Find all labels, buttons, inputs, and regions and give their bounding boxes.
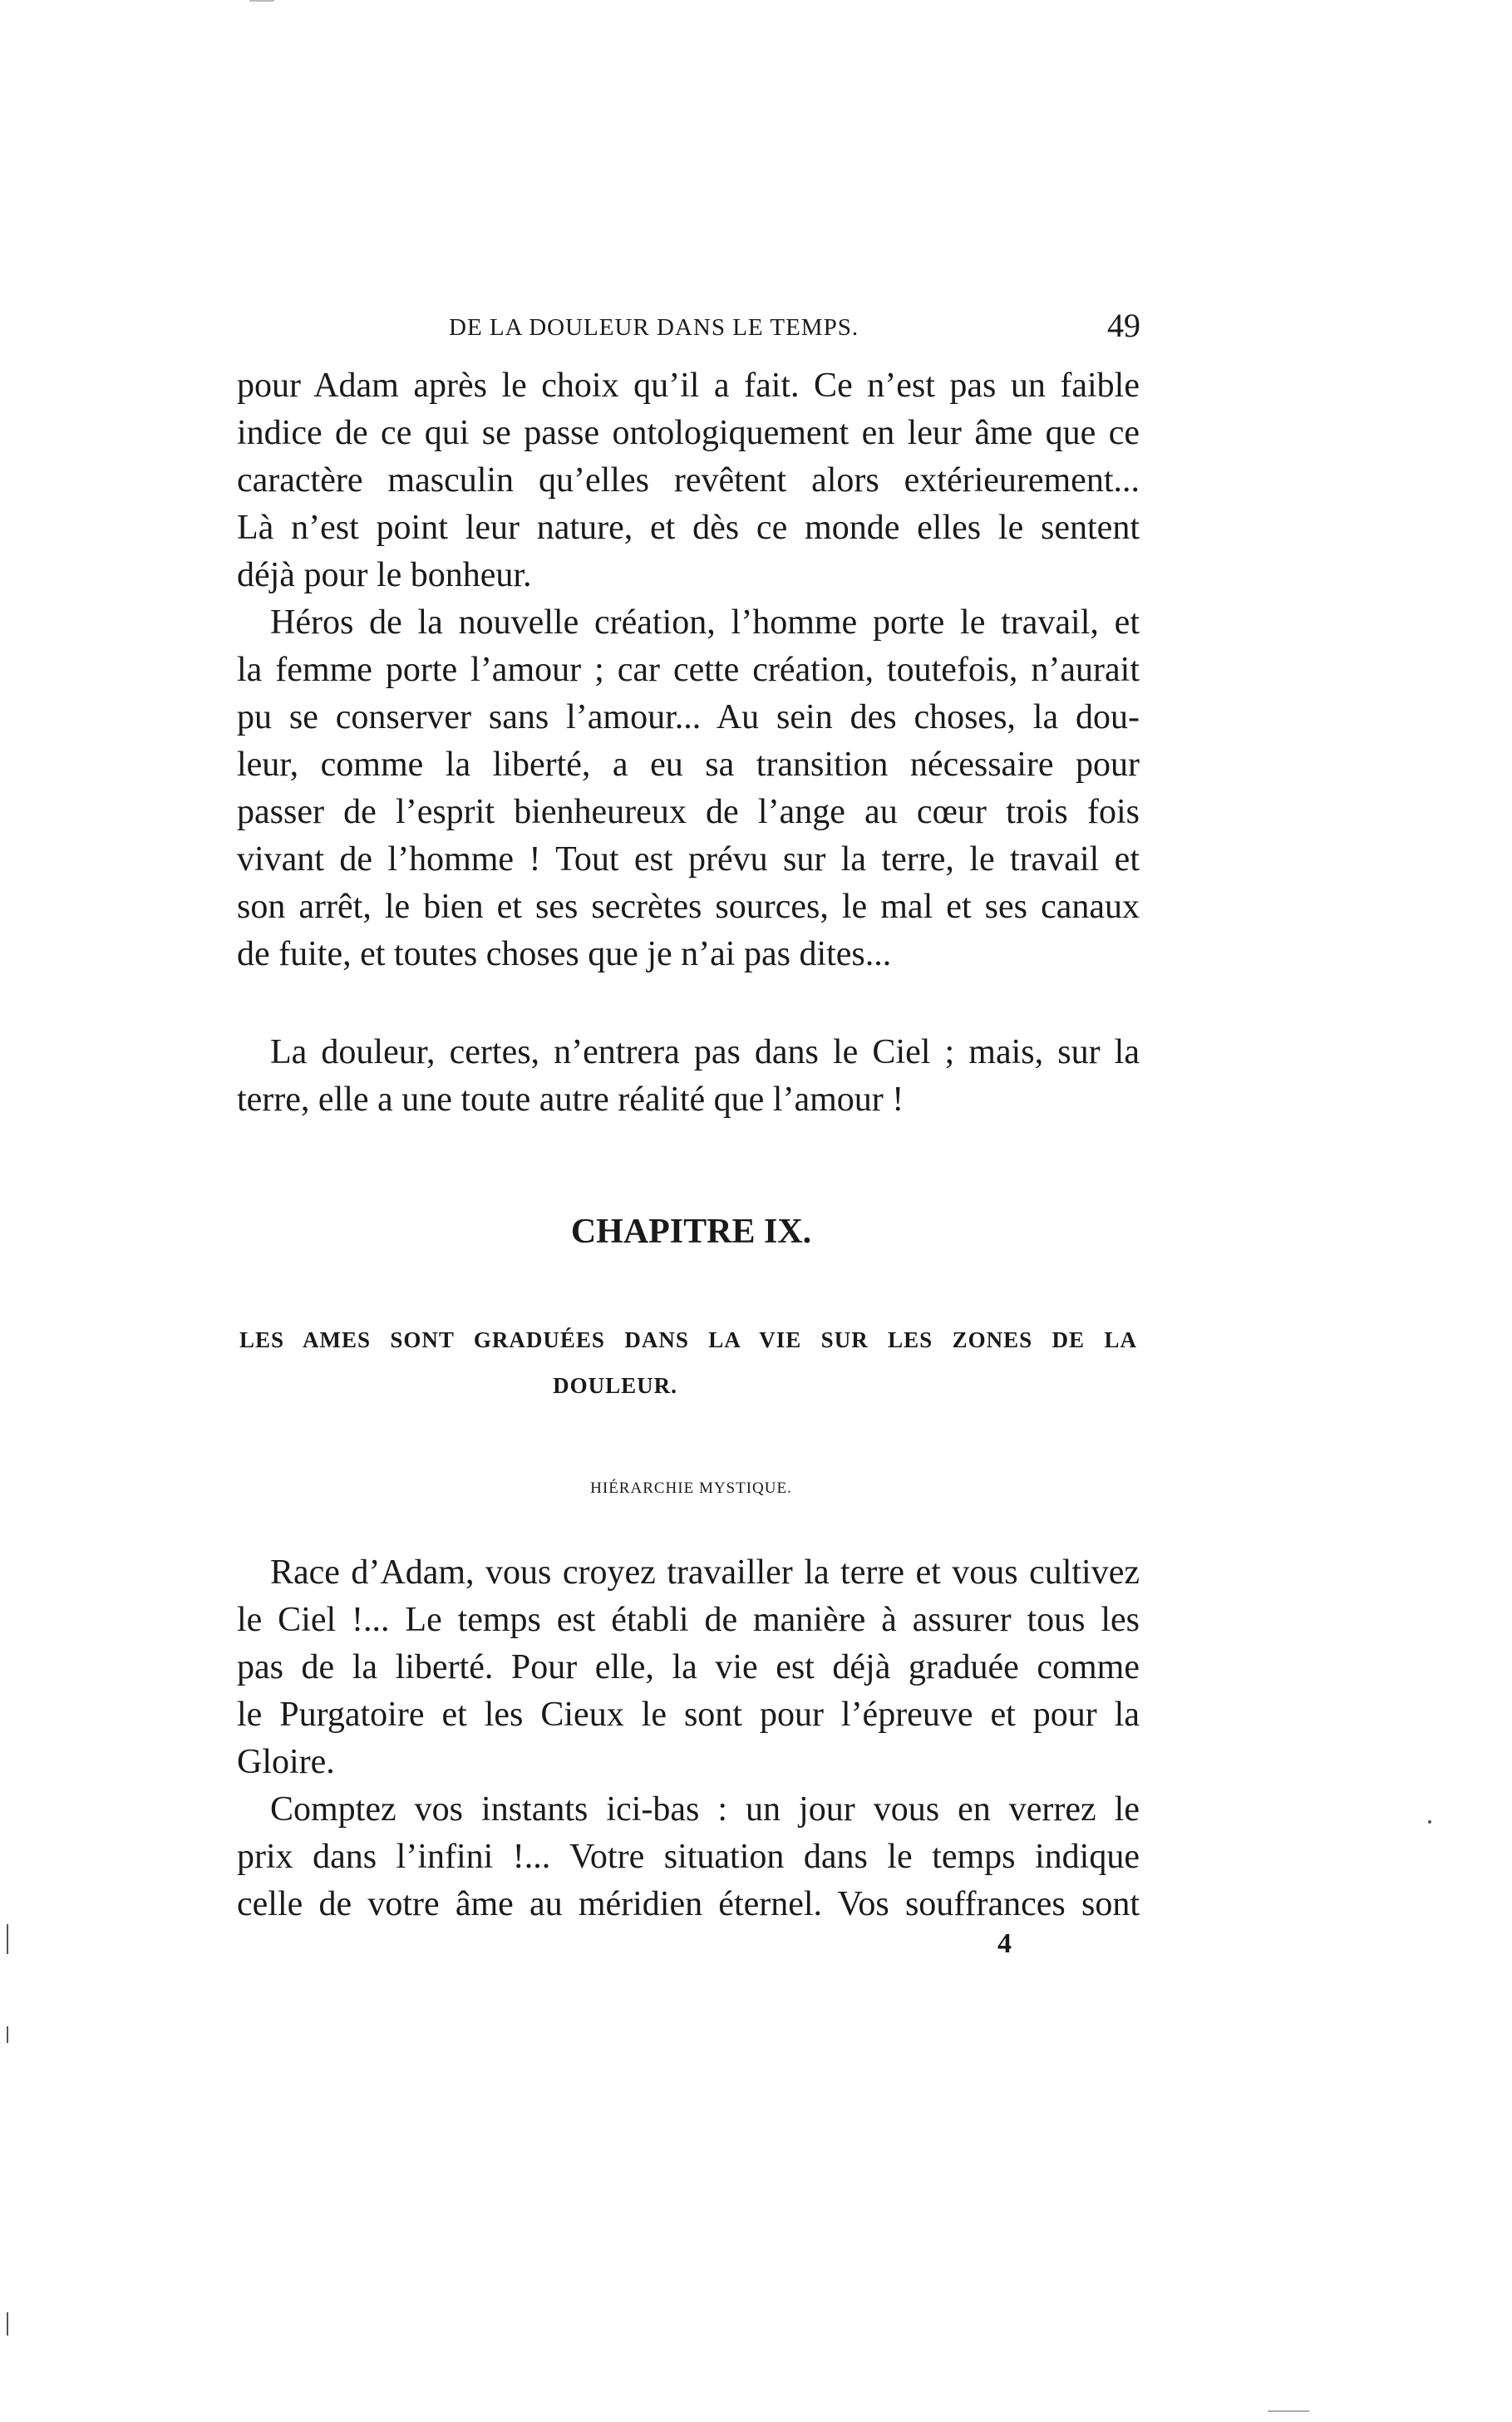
text-line: Comptez vos instants ici-bas : un jour vous en verrez le xyxy=(270,1790,1140,1829)
text-line: la femme porte l’amour ; car cette création, toutefois, n’aurait xyxy=(237,651,1140,689)
chapter-subtitle: DOULEUR. xyxy=(553,1373,677,1398)
scan-mark xyxy=(1428,1820,1431,1824)
text-line: Là n’est point leur nature, et dès ce monde elles le sentent xyxy=(237,509,1140,547)
scan-mark xyxy=(7,2026,8,2043)
scan-mark xyxy=(1268,2410,1309,2412)
running-head: DE LA DOULEUR DANS LE TEMPS. xyxy=(449,314,859,341)
text-line: le Ciel !... Le temps est établi de manière à assurer tous les xyxy=(237,1601,1140,1639)
text-line: leur, comme la liberté, a eu sa transition nécessaire pour xyxy=(237,746,1140,784)
scan-mark xyxy=(7,2312,8,2336)
text-line: Gloire. xyxy=(237,1743,335,1781)
text-line: de fuite, et toutes choses que je n’ai pas dites... xyxy=(237,935,892,973)
text-line: son arrêt, le bien et ses secrètes sources, le mal et ses canaux xyxy=(237,888,1140,926)
text-line: terre, elle a une toute autre réalité que l’amour ! xyxy=(237,1081,904,1119)
text-line: indice de ce qui se passe ontologiquement en leur âme que ce xyxy=(237,414,1140,452)
text-line: prix dans l’infini !... Votre situation dans le temps indique xyxy=(237,1838,1140,1876)
text-line: pu se conserver sans l’amour... Au sein des choses, la dou- xyxy=(237,698,1140,736)
text-line: le Purgatoire et les Cieux le sont pour l’épreuve et pour la xyxy=(237,1696,1140,1734)
page-number: 49 xyxy=(1107,307,1140,344)
scan-mark xyxy=(249,0,274,2)
text-line: pour Adam après le choix qu’il a fait. Ce n’est pas un faible xyxy=(237,367,1140,405)
chapter-title: CHAPITRE IX. xyxy=(570,1213,812,1251)
signature-mark: 4 xyxy=(997,1928,1012,1959)
text-line: pas de la liberté. Pour elle, la vie est déjà graduée comme xyxy=(237,1648,1140,1686)
text-line: Race d’Adam, vous croyez travailler la terre et vous cultivez xyxy=(270,1553,1140,1592)
text-line: déjà pour le bonheur. xyxy=(237,556,532,594)
text-line: passer de l’esprit bienheureux de l’ange au cœur trois fois xyxy=(237,793,1140,831)
text-line: La douleur, certes, n’entrera pas dans le Ciel ; mais, sur la xyxy=(270,1033,1140,1071)
chapter-subtitle: LES AMES SONT GRADUÉES DANS LA VIE SUR LES ZONES DE LA xyxy=(239,1327,1137,1352)
text-line: celle de votre âme au méridien éternel. Vos souffrances sont xyxy=(237,1885,1140,1923)
text-line: vivant de l’homme ! Tout est prévu sur la terre, le travail et xyxy=(237,840,1140,879)
scan-mark xyxy=(7,1924,8,1954)
chapter-epigraph: HIÉRARCHIE MYSTIQUE. xyxy=(590,1479,792,1497)
text-line: caractère masculin qu’elles revêtent alors extérieurement... xyxy=(237,461,1140,500)
text-line: Héros de la nouvelle création, l’homme porte le travail, et xyxy=(270,603,1140,642)
